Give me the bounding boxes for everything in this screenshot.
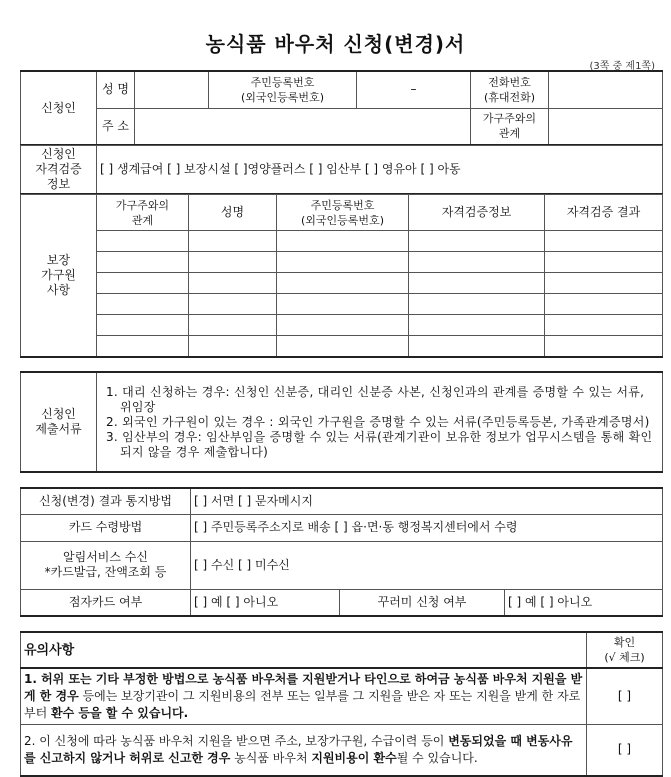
- cell[interactable]: [189, 336, 277, 357]
- notify-options[interactable]: [ ] 서면 [ ] 문자메시지: [191, 488, 663, 514]
- cell[interactable]: [97, 273, 189, 294]
- cell[interactable]: [545, 294, 663, 315]
- cell[interactable]: [277, 252, 409, 273]
- cell[interactable]: [409, 315, 545, 336]
- applicant-table: [20, 70, 663, 146]
- page-number: (3쪽 중 제1쪽): [589, 61, 655, 72]
- notes-table: [20, 631, 663, 777]
- household-table: [20, 194, 663, 358]
- check-header: 확인 (√ 체크): [587, 632, 663, 668]
- cell[interactable]: [277, 336, 409, 357]
- cell[interactable]: [409, 252, 545, 273]
- qualification-options[interactable]: [ ] 생계급여 [ ] 보장시설 [ ]영양플러스 [ ] 임산부 [ ] 영유아 [ ] 아동: [97, 146, 663, 194]
- household-row: [21, 252, 663, 273]
- cell[interactable]: [277, 294, 409, 315]
- cell[interactable]: [545, 315, 663, 336]
- document-item: 1. 대리 신청하는 경우: 신청인 신분증, 대리인 신분증 사본, 신청인과의 관계를 증명할 수 있는 서류, 위임장: [106, 384, 645, 414]
- cell[interactable]: [97, 315, 189, 336]
- note-item-2: 2. 이 신청에 따라 농식품 바우처 지원을 받으면 주소, 보장가구원, 수급이력 등이 변동되었을 때 변동사유를 신고하지 않거나 허위로 신고한 경우 농식품 바우처 지원비용이 환수될 수 있습니다.: [21, 724, 587, 776]
- note-item-1: 1. 허위 또는 기타 부정한 방법으로 농식품 바우처를 지원받거나 타인으로 하여금 농식품 바우처 지원을 받게 한 경우 등에는 보장기관이 그 지원비용의 전부 또는 일부를 그 지원을 받은 자 또는 지원을 받게 한 자로부터 환수 등을 할 수 있습니다.: [21, 668, 587, 724]
- address-label: 주 소: [97, 108, 135, 145]
- phone-field[interactable]: [549, 71, 663, 108]
- cell[interactable]: [409, 294, 545, 315]
- col-rrn: 주민등록번호 (외국인등록번호): [277, 195, 409, 231]
- cell[interactable]: [409, 273, 545, 294]
- relation-field[interactable]: [549, 108, 663, 145]
- household-row: [21, 315, 663, 336]
- braille-options[interactable]: [ ] 예 [ ] 아니오: [191, 589, 340, 616]
- address-field[interactable]: [135, 108, 471, 145]
- package-options[interactable]: [ ] 예 [ ] 아니오: [505, 589, 663, 616]
- cell[interactable]: [97, 252, 189, 273]
- col-verify-result: 자격검증 결과: [545, 195, 663, 231]
- cell[interactable]: [97, 294, 189, 315]
- braille-label: 점자카드 여부: [21, 589, 191, 616]
- cell[interactable]: [189, 294, 277, 315]
- relation-label: 가구주와의 관계: [471, 108, 549, 145]
- cell[interactable]: [97, 231, 189, 252]
- alarm-options[interactable]: [ ] 수신 [ ] 미수신: [191, 541, 663, 589]
- cell[interactable]: [189, 252, 277, 273]
- cell[interactable]: [545, 273, 663, 294]
- cell[interactable]: [277, 231, 409, 252]
- applicant-section-label: 신청인: [21, 71, 97, 145]
- name-label: 성 명: [97, 71, 135, 108]
- document-title: 농식품 바우처 신청(변경)서: [205, 32, 466, 56]
- rrn-label: 주민등록번호 (외국인등록번호): [209, 71, 357, 108]
- col-name: 성명: [189, 195, 277, 231]
- documents-list: [97, 372, 663, 472]
- household-row: [21, 273, 663, 294]
- package-label: 꾸러미 신청 여부: [340, 589, 505, 616]
- cell[interactable]: [409, 336, 545, 357]
- options-table: [20, 487, 663, 617]
- household-section-label: 보장 가구원 사항: [21, 195, 97, 357]
- cell[interactable]: [545, 231, 663, 252]
- cell[interactable]: [277, 315, 409, 336]
- documents-table: [20, 371, 663, 473]
- cell[interactable]: [545, 252, 663, 273]
- alarm-label: 알림서비스 수신 *카드발급, 잔액조회 등: [21, 541, 191, 589]
- col-verify-info: 자격검증정보: [409, 195, 545, 231]
- col-relation: 가구주와의 관계: [97, 195, 189, 231]
- notes-header: 유의사항: [21, 632, 587, 668]
- document-item: 3. 임산부의 경우: 임산부임을 증명할 수 있는 서류(관계기관이 보유한 정보가 업무시스템을 통해 확인되지 않을 경우 제출합니다): [106, 429, 653, 459]
- cell[interactable]: [189, 231, 277, 252]
- cell[interactable]: [409, 231, 545, 252]
- card-options[interactable]: [ ] 주민등록주소지로 배송 [ ] 읍·면·동 행정복지센터에서 수령: [191, 514, 663, 541]
- name-field[interactable]: [135, 71, 209, 108]
- qualification-table: [20, 145, 663, 195]
- cell[interactable]: [97, 336, 189, 357]
- household-row: [21, 336, 663, 357]
- phone-label: 전화번호 (휴대전화): [471, 71, 549, 108]
- note-2-checkbox[interactable]: [ ]: [587, 724, 663, 776]
- household-row: [21, 294, 663, 315]
- cell[interactable]: [545, 336, 663, 357]
- cell[interactable]: [189, 273, 277, 294]
- household-row: [21, 231, 663, 252]
- documents-label: 신청인 제출서류: [21, 372, 97, 472]
- cell[interactable]: [189, 315, 277, 336]
- notify-label: 신청(변경) 결과 통지방법: [21, 488, 191, 514]
- document-item: 2. 외국인 가구원이 있는 경우 : 외국인 가구원을 증명할 수 있는 서류(주민등록등본, 가족관계증명서): [106, 414, 650, 429]
- qualification-label: 신청인 자격검증 정보: [21, 146, 97, 194]
- card-label: 카드 수령방법: [21, 514, 191, 541]
- note-1-checkbox[interactable]: [ ]: [587, 668, 663, 724]
- cell[interactable]: [277, 273, 409, 294]
- rrn-field[interactable]: –: [357, 71, 471, 108]
